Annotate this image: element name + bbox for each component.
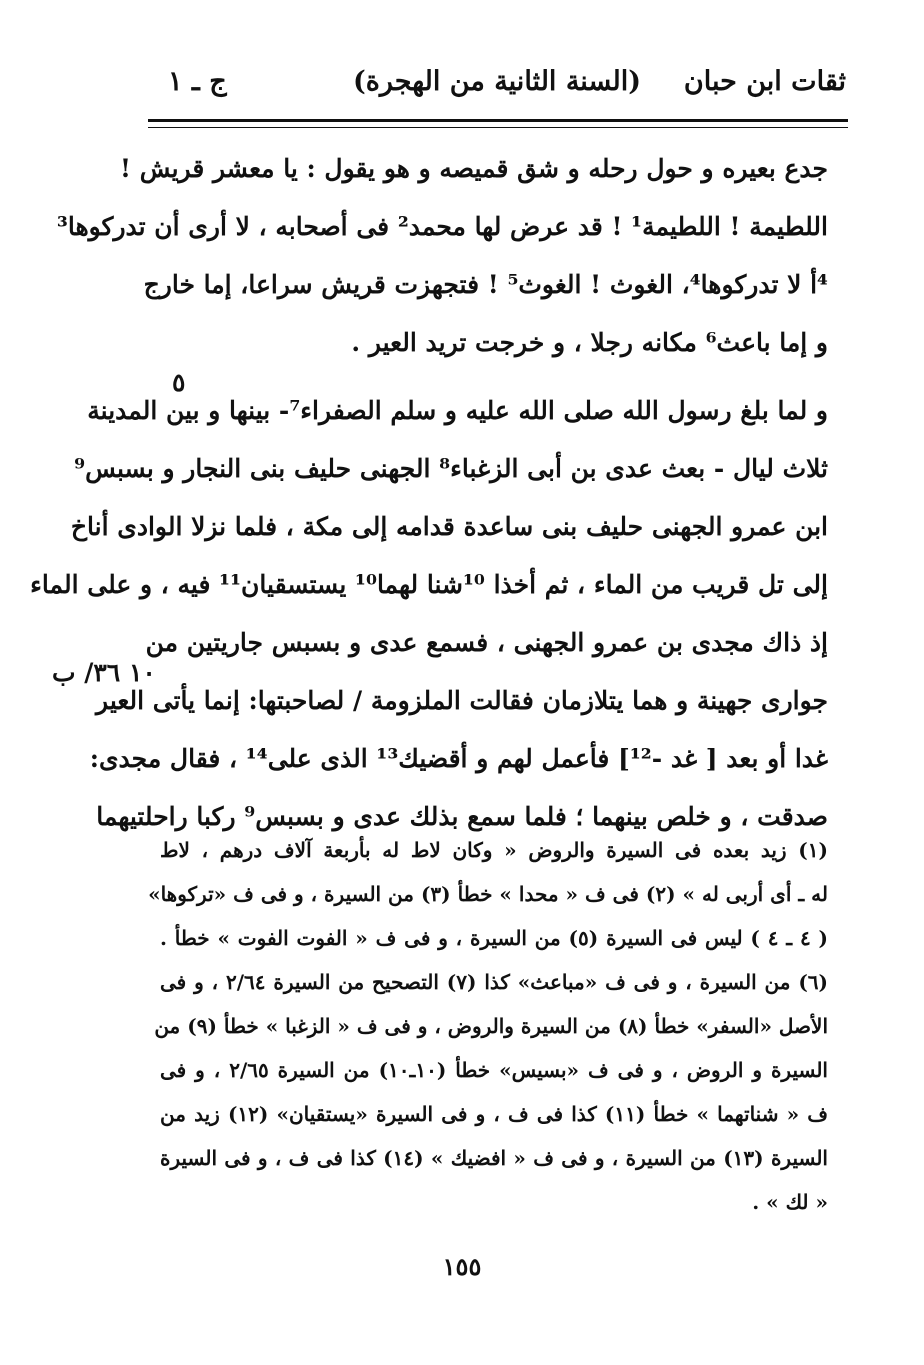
text-line: و لما بلغ رسول الله صلى الله عليه و سلم الصفراء⁷- بينها و بين المدينة — [87, 396, 828, 425]
page-number: ١٥٥ — [442, 1252, 482, 1281]
folio-marker: ١٠ ٣٦/ ب — [52, 658, 156, 687]
section-title: (السنة الثانية من الهجرة) — [352, 66, 642, 97]
text-line: صدقت ، و خلص بينهما ؛ فلما سمع بذلك عدى و بسبس⁹ ركبا راحلتيهما — [96, 802, 828, 831]
text-line: جدع بعيره و حول رحله و شق قميصه و هو يقول : يا معشر قريش ! — [120, 154, 828, 183]
text-line: اللطيمة ! اللطيمة¹ ! قد عرض لها محمد² فى أصحابه ، لا أرى أن تدركوها³ — [56, 212, 828, 241]
footnotes — [148, 828, 829, 1224]
footnote-line: (٦) من السيرة ، و فى ف «مباعث» كذا (٧) التصحيح من السيرة ٢/٦٤ ، و فى — [160, 970, 829, 994]
header-rule-thin — [148, 127, 848, 128]
header-rule-thick — [148, 119, 848, 122]
text-line: و إما باعث⁶ مكانه رجلا ، و خرجت تريد العير . — [351, 328, 828, 357]
book-title: ثقات ابن حبان — [683, 66, 846, 97]
footnote-line: السيرة (١٣) من السيرة ، و فى ف « افضيك » (١٤) كذا فى ف ، و فى السيرة — [160, 1146, 828, 1170]
footnote-line: ( ٤ ـ ٤ ) ليس فى السيرة (٥) من السيرة ، و فى ف « الفوت الفوت » خطأ . — [160, 926, 828, 950]
footnote-line: ف « شناتهما » خطأ (١١) كذا فى ف ، و فى السيرة «يستقيان» (١٢) زيد من — [160, 1102, 828, 1126]
text-line: ⁴أ لا تدركوها⁴، الغوث ! الغوث⁵ ! فتجهزت قريش سراعا، إما خارج — [143, 270, 828, 299]
text-line: غدا أو بعد [ غد -¹²] فأعمل لهم و أقضيك¹³ الذى على¹⁴ ، فقال مجدى: — [89, 744, 828, 773]
text-line: إلى تل قريب من الماء ، ثم أخذا ¹⁰شنا لهما¹⁰ يستسقيان¹¹ فيه ، و على الماء — [30, 570, 828, 599]
text-line: جوارى جهينة و هما يتلازمان فقالت الملزومة / لصاحبتها: إنما يأتى العير — [96, 686, 828, 715]
footnote-line: الأصل «السفر» خطأ (٨) من السيرة والروض ، و فى ف « الزغبا » خطأ (٩) من — [154, 1014, 828, 1038]
running-header — [148, 66, 846, 114]
text-line: ابن عمرو الجهنى حليف بنى ساعدة قدامه إلى مكة ، فلما نزلا الوادى أناخ — [70, 512, 828, 541]
footnote-line: له ـ أى أربى له » (٢) فى ف « محدا » خطأ (٣) من السيرة ، و فى ف «تركوها» — [148, 882, 828, 906]
volume-label: ج ـ ١ — [168, 66, 227, 97]
line-number-marker: ٥ — [172, 368, 186, 397]
footnote-line: « لك » . — [752, 1190, 828, 1214]
text-line: إذ ذاك مجدى بن عمرو الجهنى ، فسمع عدى و بسبس جاريتين من — [145, 628, 828, 657]
footnote-line: السيرة و الروض ، و فى ف «بسيس» خطأ (١٠ـ١٠) من السيرة ٢/٦٥ ، و فى — [160, 1058, 828, 1082]
footnote-line: (١) زيد بعده فى السيرة والروض « وكان لاط له بأربعة آلاف درهم ، لاط — [160, 838, 828, 862]
text-line: ثلاث ليال - بعث عدى بن أبى الزغباء⁸ الجهنى حليف بنى النجار و بسبس⁹ — [74, 454, 828, 483]
